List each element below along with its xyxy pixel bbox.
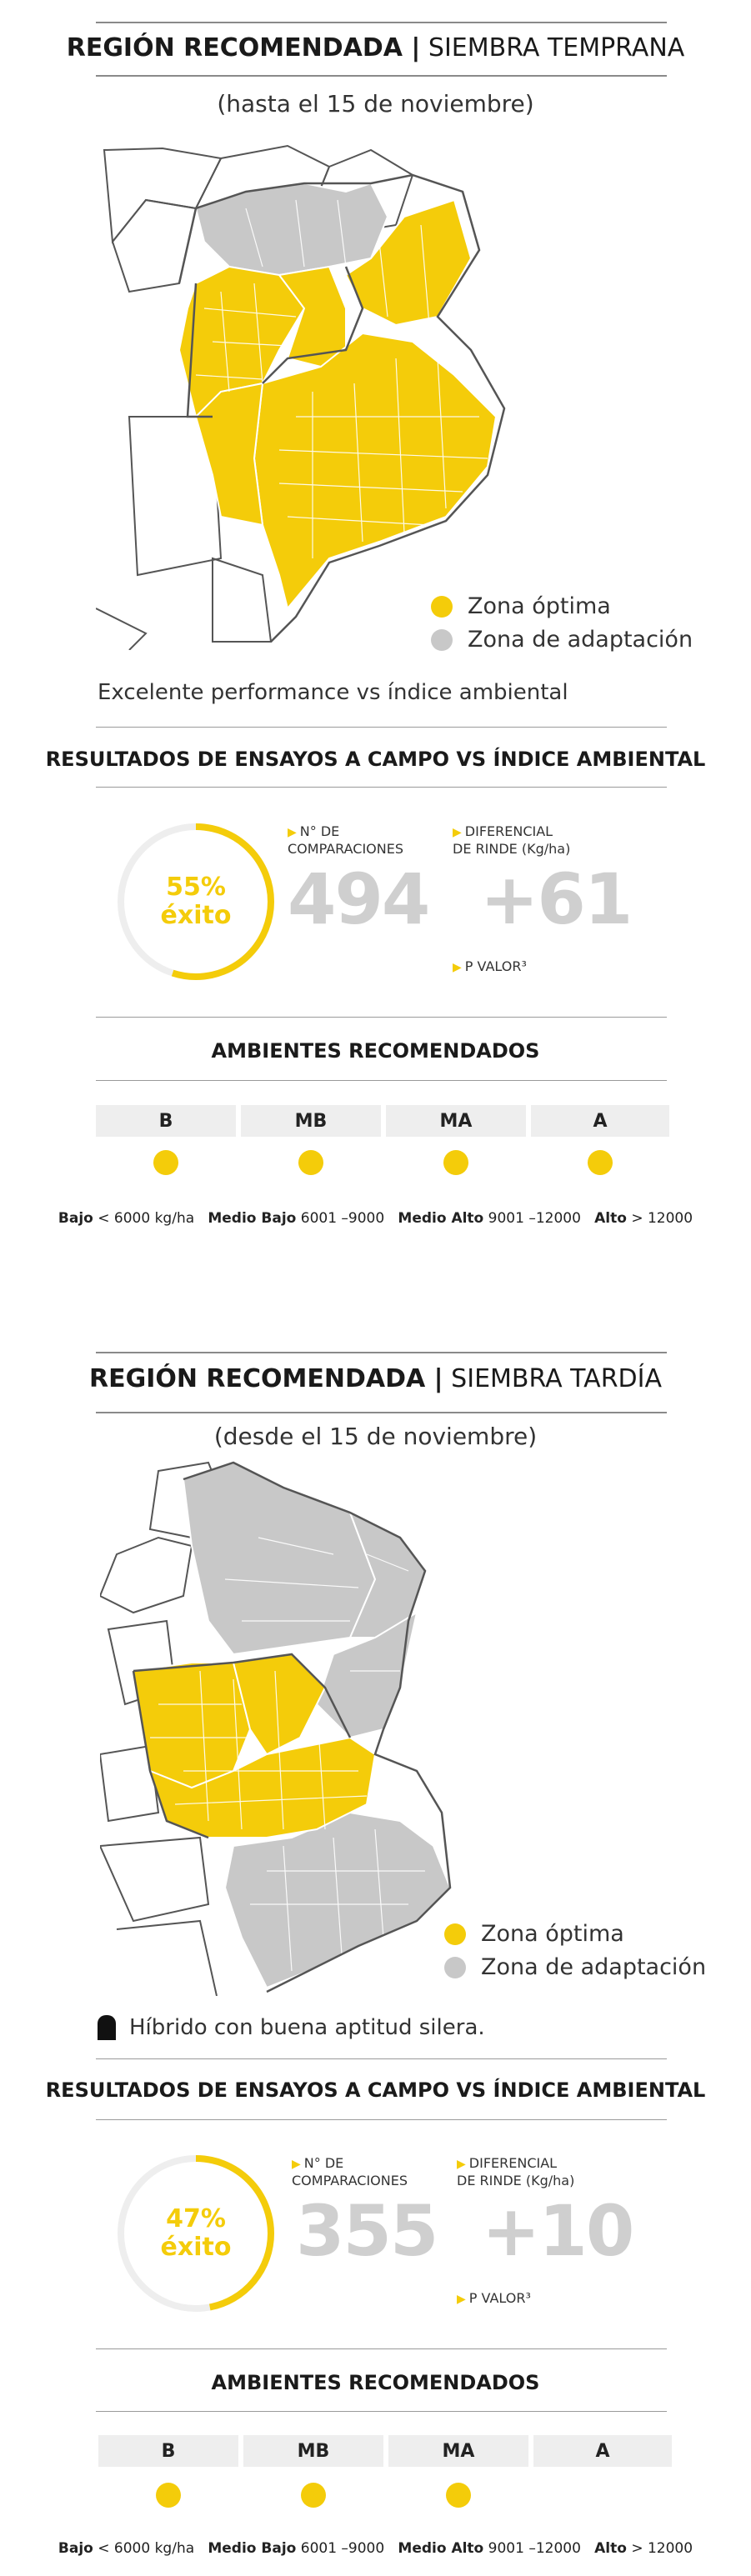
legend-adaptation-label: Zona de adaptación: [468, 627, 693, 653]
env-cell-a: A: [533, 2435, 672, 2467]
env-dot-mb: [301, 2483, 326, 2508]
pvalue-label: P VALOR³: [468, 2290, 531, 2306]
ring-label: [113, 2150, 279, 2317]
optimal-swatch: [444, 1923, 466, 1945]
diff-label-1: DIFERENCIAL: [464, 823, 553, 839]
arrow-icon: ▶: [292, 2158, 301, 2171]
title-bold: REGIÓN RECOMENDADA |: [66, 33, 421, 63]
adaptation-swatch: [444, 1957, 466, 1978]
env-cell-ma: MA: [386, 1105, 526, 1137]
silage-note-text: Híbrido con buena aptitud silera.: [129, 2015, 485, 2040]
env-cell-mb: MB: [243, 2435, 383, 2467]
scale-a-label: Alto: [594, 2540, 627, 2557]
pvalue-label: P VALOR³: [464, 958, 527, 974]
yield-diff-header: [457, 2155, 574, 2188]
scale-mb-range: 6001 –9000: [296, 2540, 385, 2557]
env-cell-ma: MA: [388, 2435, 528, 2467]
yield-diff-value: +10: [482, 2190, 633, 2272]
success-percent: 47%: [166, 2204, 226, 2233]
scale-b-label: Bajo: [58, 1210, 93, 1227]
arrow-icon: ▶: [288, 826, 297, 839]
section-title: [0, 1364, 751, 1393]
scale-mb-label: Medio Bajo: [208, 2540, 297, 2557]
comparisons-value: 355: [296, 2190, 438, 2272]
success-label: éxito: [160, 2233, 232, 2262]
optimal-zone-cordoba: [133, 1663, 250, 1788]
silage-note: [98, 2015, 485, 2040]
results-rule: [96, 2119, 667, 2120]
env-title: AMBIENTES RECOMENDADOS: [211, 1039, 540, 1063]
env-cell-b: B: [98, 2435, 238, 2467]
comparisons-value: 494: [288, 858, 429, 940]
scale-a-range: > 12000: [626, 2540, 693, 2557]
scale-ma-label: Medio Alto: [398, 2540, 484, 2557]
env-cell-a: A: [531, 1105, 669, 1137]
yield-scale: [0, 2540, 751, 2557]
env-dot-ma: [446, 2483, 471, 2508]
legend-adaptation: [444, 1954, 706, 1980]
scale-mb-range: 6001 –9000: [296, 1210, 385, 1227]
comparisons-label-2: COMPARACIONES: [292, 2173, 408, 2188]
title-rest: SIEMBRA TEMPRANA: [420, 33, 685, 63]
comparisons-label-1: N° DE: [299, 823, 340, 839]
performance-note-text: Excelente performance vs índice ambiental: [98, 680, 568, 705]
date-subtitle: (hasta el 15 de noviembre): [217, 90, 534, 118]
scale-ma-label: Medio Alto: [398, 1210, 484, 1227]
arrow-icon: ▶: [453, 826, 462, 839]
arrow-icon: ▶: [457, 2158, 466, 2171]
legend-adaptation-label: Zona de adaptación: [481, 1954, 707, 1980]
env-top-rule: [96, 2348, 667, 2349]
scale-a-range: > 12000: [626, 1210, 693, 1227]
scale-b-label: Bajo: [58, 2540, 93, 2557]
legend-optimal: [444, 1921, 624, 1947]
env-cell-b: B: [96, 1105, 236, 1137]
env-cell-mb: MB: [241, 1105, 381, 1137]
results-title: RESULTADOS DE ENSAYOS A CAMPO VS ÍNDICE AMBIENTAL: [45, 748, 706, 771]
arrow-icon: ▶: [453, 961, 462, 974]
scale-a-label: Alto: [594, 1210, 627, 1227]
yield-diff-value: +61: [480, 858, 632, 940]
comparisons-label-1: N° DE: [303, 2155, 344, 2171]
legend-optimal-label: Zona óptima: [468, 593, 611, 619]
arrow-icon: ▶: [457, 2293, 466, 2306]
success-ring: [113, 2150, 279, 2317]
scale-ma-range: 9001 –12000: [483, 1210, 581, 1227]
region-map: [100, 1454, 533, 1996]
comparisons-header: [292, 2155, 408, 2188]
title-bold: REGIÓN RECOMENDADA |: [88, 1364, 443, 1393]
title-rule: [96, 1412, 667, 1413]
success-percent: 55%: [166, 873, 226, 902]
date-subtitle: (desde el 15 de noviembre): [213, 1423, 538, 1450]
top-rule: [96, 1352, 667, 1353]
results-title: RESULTADOS DE ENSAYOS A CAMPO VS ÍNDICE AMBIENTAL: [45, 2078, 706, 2102]
silo-icon: [98, 2015, 116, 2040]
note-rule: [96, 2058, 667, 2059]
optimal-zone-santafe: [233, 1654, 325, 1754]
adaptation-zone-north: [183, 1463, 375, 1654]
legend-optimal-label: Zona óptima: [481, 1921, 624, 1947]
scale-mb-label: Medio Bajo: [208, 1210, 297, 1227]
env-title-rule: [96, 2411, 667, 2412]
success-label: éxito: [160, 901, 232, 930]
comparisons-label-2: COMPARACIONES: [288, 841, 403, 857]
title-rest: SIEMBRA TARDÍA: [443, 1364, 663, 1393]
env-dot-b: [156, 2483, 181, 2508]
diff-label-2: DE RINDE (Kg/ha): [453, 841, 571, 857]
diff-label-2: DE RINDE (Kg/ha): [457, 2173, 575, 2188]
diff-label-1: DIFERENCIAL: [468, 2155, 558, 2171]
scale-ma-range: 9001 –12000: [483, 2540, 581, 2557]
scale-b-range: < 6000 kg/ha: [93, 1210, 195, 1227]
env-title: AMBIENTES RECOMENDADOS: [211, 2371, 540, 2394]
pvalue-header: [457, 2290, 531, 2308]
scale-b-range: < 6000 kg/ha: [93, 2540, 195, 2557]
